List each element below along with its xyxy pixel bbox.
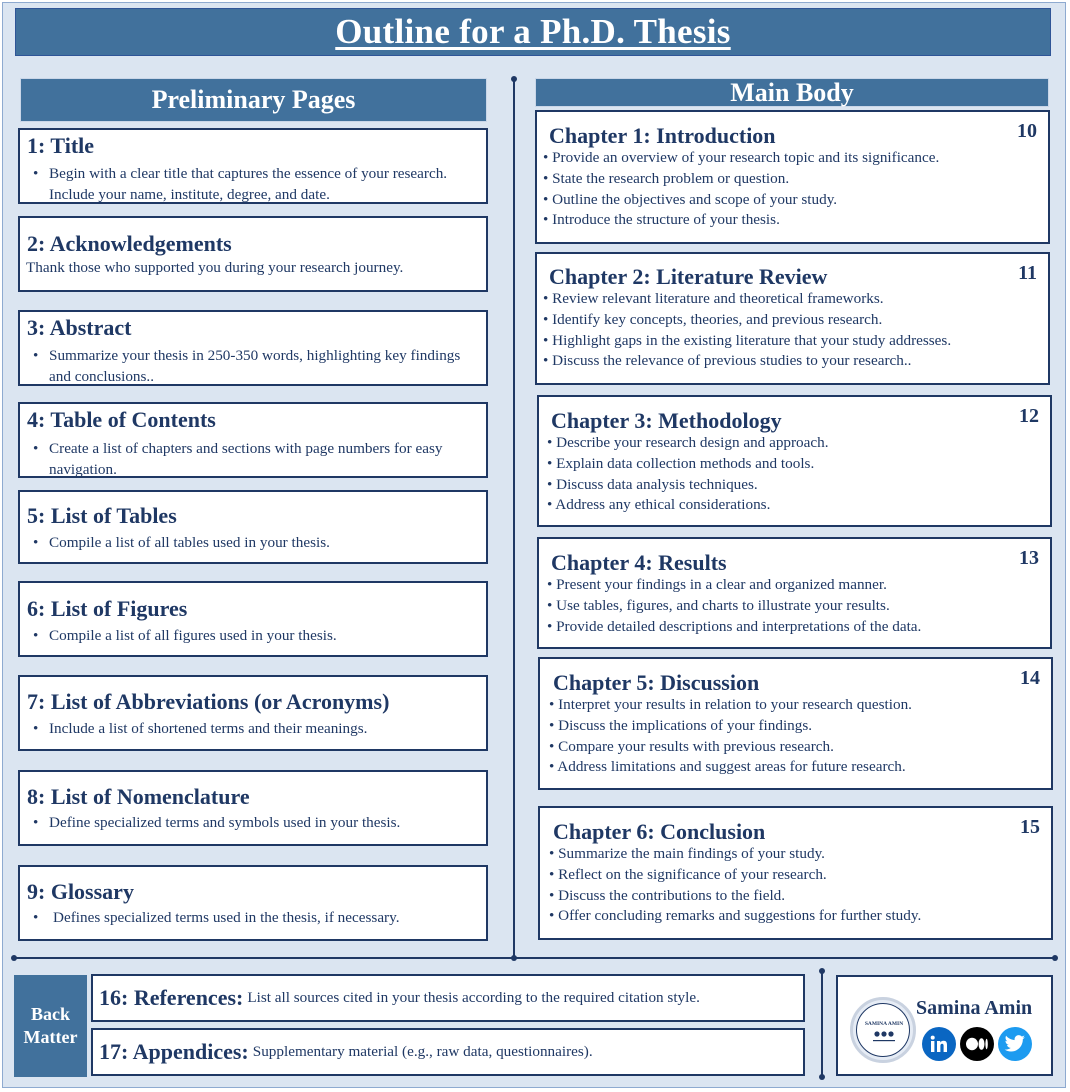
preliminary-item-glossary: [18, 865, 488, 941]
linkedin-icon[interactable]: [922, 1027, 956, 1061]
page-title: Outline for a Ph.D. Thesis: [335, 12, 731, 51]
preliminary-item-list-of-abbreviations: [18, 675, 488, 751]
chapter-heading: Chapter 3: Methodology: [551, 408, 782, 433]
chapter-bullet: • Provide an overview of your research topic and its significance.: [543, 149, 940, 166]
chapter-bullet: • Identify key concepts, theories, and previous research.: [543, 310, 883, 328]
avatar-logo: [857, 1004, 911, 1058]
avatar-badge: [856, 1003, 910, 1057]
medium-icon[interactable]: [960, 1027, 994, 1061]
item-bullet: • Define specialized terms and symbols used in your thesis.: [27, 812, 478, 833]
item-heading: 3: Abstract: [27, 315, 132, 340]
appendices-text: Supplementary material (e.g., raw data, questionnaires).: [252, 1043, 593, 1060]
item-bullet: • Compile a list of all tables used in your thesis.: [27, 532, 478, 553]
chapter-bullet: • Highlight gaps in the existing literature that your study addresses.: [543, 331, 952, 349]
chapter-page-number: 13: [1019, 547, 1039, 569]
back-matter-appendices: [91, 1028, 805, 1076]
chapter-heading: Chapter 6: Conclusion: [553, 819, 766, 844]
chapter-page-number: 12: [1019, 405, 1039, 427]
avatar: [850, 997, 916, 1063]
item-bullet: • Defines specialized terms used in the thesis, if necessary.: [27, 907, 478, 928]
chapter-methodology: [537, 395, 1052, 527]
divider-dot: [11, 955, 17, 961]
item-heading: 6: List of Figures: [27, 596, 188, 621]
avatar-text: SAMINA AMIN: [864, 1021, 904, 1027]
chapter-introduction: [535, 110, 1050, 244]
divider-dot: [511, 955, 517, 961]
chapter-heading: Chapter 5: Discussion: [553, 670, 760, 695]
chapter-results: [537, 537, 1052, 649]
item-heading: 1: Title: [27, 133, 95, 158]
item-heading: 8: List of Nomenclature: [27, 784, 250, 809]
title-banner: [15, 8, 1051, 56]
chapter-heading: Chapter 1: Introduction: [549, 123, 776, 148]
preliminary-item-list-of-nomenclature: [18, 770, 488, 846]
item-bullet: • Create a list of chapters and sections with page numbers for easy navigation.: [27, 438, 478, 478]
chapter-bullet: • Present your findings in a clear and organized manner.: [547, 576, 887, 593]
chapter-bullet: • Summarize the main findings of your study.: [549, 845, 825, 862]
back-matter-label: [14, 975, 87, 1077]
chapter-bullet: • State the research problem or question.: [543, 169, 790, 187]
chapter-heading: Chapter 2: Literature Review: [549, 264, 828, 289]
chapter-bullet: • Describe your research design and approach.: [547, 434, 829, 451]
item-heading: 2: Acknowledgements: [27, 231, 232, 256]
chapter-page-number: 14: [1020, 667, 1040, 689]
preliminary-item-table-of-contents: [18, 402, 488, 478]
main-body-heading-label: Main Body: [730, 77, 854, 107]
chapter-bullet: • Address limitations and suggest areas for future research.: [549, 758, 906, 776]
item-heading: 5: List of Tables: [27, 503, 177, 528]
chapter-conclusion: [538, 806, 1053, 940]
chapter-bullet: • Discuss the relevance of previous studies to your research..: [543, 352, 912, 370]
preliminary-item-title: [18, 128, 488, 204]
chapter-bullet: • Reflect on the significance of your research.: [549, 865, 827, 883]
main-body-heading: [535, 78, 1049, 107]
chapter-bullet: • Discuss the implications of your findings.: [549, 716, 813, 734]
item-bullet: • Summarize your thesis in 250-350 words, highlighting key findings and conclusions..: [27, 345, 478, 386]
divider-dot: [819, 1074, 825, 1080]
chapter-page-number: 10: [1017, 120, 1037, 142]
chapter-page-number: 11: [1018, 262, 1037, 284]
chapter-bullet: • Compare your results with previous research.: [549, 737, 834, 755]
chapter-literature-review: [535, 252, 1050, 385]
chapter-bullet: • Address any ethical considerations.: [547, 496, 771, 514]
item-text: Thank those who supported you during your research journey.: [26, 259, 404, 276]
chapter-discussion: [538, 657, 1053, 790]
chapter-bullet: • Offer concluding remarks and suggestions for further study.: [549, 907, 922, 925]
chapter-bullet: • Use tables, figures, and charts to illustrate your results.: [547, 596, 890, 614]
chapter-bullet: • Outline the objectives and scope of your study.: [543, 190, 838, 208]
back-matter-label-line2: Matter: [23, 1027, 78, 1047]
appendices-heading: 17: Appendices:: [99, 1039, 249, 1064]
back-matter-label-line1: Back: [30, 1004, 70, 1024]
chapter-bullet: • Discuss data analysis techniques.: [547, 475, 758, 493]
preliminary-heading: [20, 78, 487, 122]
chapter-page-number: 15: [1020, 816, 1040, 838]
section-divider: [12, 957, 1056, 959]
preliminary-item-list-of-tables: [18, 490, 488, 564]
back-matter-references: [91, 974, 805, 1022]
item-bullet: • Begin with a clear title that captures the essence of your research. Include your name, institute, degree, and date.: [27, 163, 478, 204]
item-heading: 7: List of Abbreviations (or Acronyms): [27, 689, 390, 714]
twitter-icon[interactable]: [998, 1027, 1032, 1061]
item-heading: 9: Glossary: [27, 879, 134, 904]
author-name: Samina Amin: [916, 997, 1033, 1019]
preliminary-item-acknowledgements: [18, 216, 488, 292]
preliminary-item-abstract: [18, 310, 488, 386]
preliminary-item-list-of-figures: [18, 581, 488, 657]
references-text: List all sources cited in your thesis according to the required citation style.: [247, 989, 700, 1006]
chapter-bullet: • Introduce the structure of your thesis.: [543, 211, 780, 229]
references-heading: 16: References:: [99, 985, 244, 1010]
column-divider: [513, 80, 515, 956]
item-heading: 4: Table of Contents: [27, 407, 216, 432]
chapter-heading: Chapter 4: Results: [551, 550, 727, 575]
author-card: [836, 975, 1053, 1076]
chapter-bullet: • Explain data collection methods and tools.: [547, 454, 815, 472]
footer-divider: [821, 972, 823, 1076]
chapter-bullet: • Provide detailed descriptions and interpretations of the data.: [547, 617, 922, 635]
item-bullet: • Include a list of shortened terms and their meanings.: [27, 718, 478, 739]
divider-dot: [1052, 955, 1058, 961]
preliminary-heading-label: Preliminary Pages: [151, 85, 356, 114]
item-bullet: • Compile a list of all figures used in your thesis.: [27, 625, 478, 646]
chapter-bullet: • Review relevant literature and theoretical frameworks.: [543, 290, 884, 307]
chapter-bullet: • Discuss the contributions to the field.: [549, 886, 786, 904]
chapter-bullet: • Interpret your results in relation to your research question.: [549, 696, 912, 713]
